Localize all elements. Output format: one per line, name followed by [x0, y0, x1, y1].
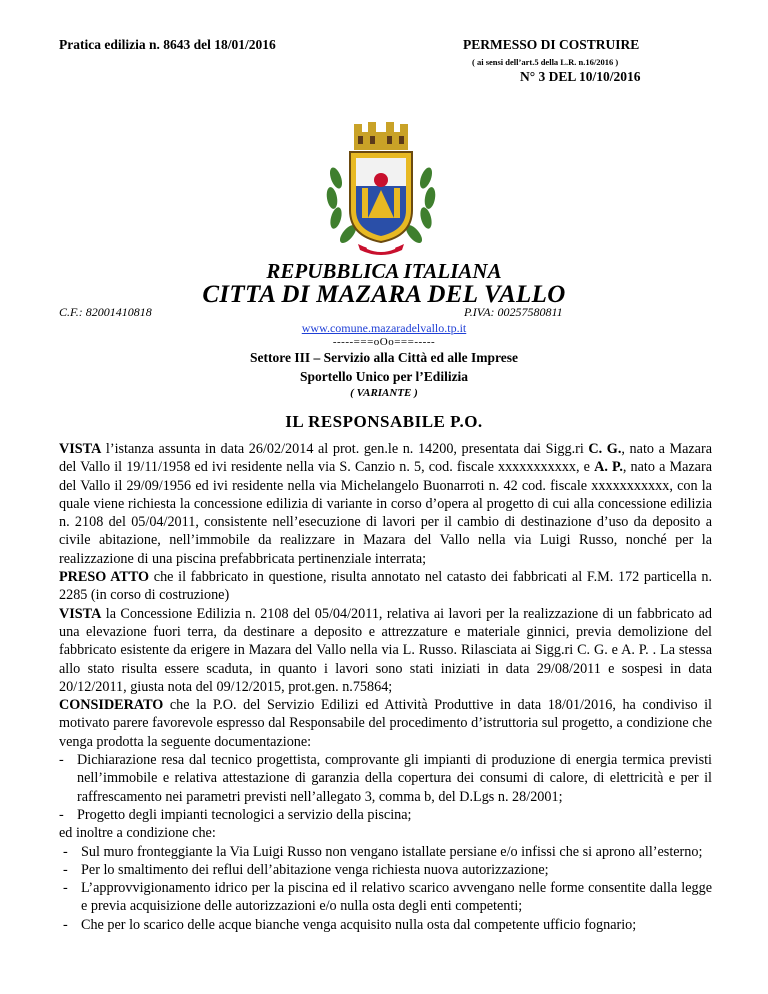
preso-atto-paragraph [59, 568, 712, 605]
text-segment: che il fabbricato in questione, risulta annotato nel catasto dei fabbricati al F.M. 172 particella n. 2285 (in corso di costruzione) [59, 569, 712, 604]
list-item-text: Sul muro fronteggiante la Via Luigi Russo non vengano istallate persiane e/o infissi che si aprono all’esterno; [81, 843, 703, 860]
sportello-heading: Sportello Unico per l’Edilizia [299, 369, 469, 384]
keyword-preso-atto: PRESO ATTO [59, 569, 150, 586]
inoltre-line: ed inoltre a condizione che: [59, 825, 216, 842]
list-item-text: L’approvvigionamento idrico per la piscina ed il relativo scarico avvengano nelle forme consentite dalla legge e previa acquisizione delle autorizzazioni e/o nulla osta degli enti competenti; [81, 880, 712, 915]
dash-bullet: - [59, 752, 64, 769]
partita-iva: P.IVA: 00257580811 [464, 305, 563, 319]
document-title: IL RESPONSABILE P.O. [285, 412, 483, 431]
coat-of-arms-icon [318, 118, 444, 258]
document-body [59, 440, 712, 934]
list-item [59, 751, 712, 806]
list-item [63, 916, 712, 934]
list-item [63, 843, 712, 861]
text-segment: che la P.O. del Servizio Edilizi ed Attività Produttive in data 18/01/2016, ha condiviso il motivato parere favorevole espresso dal Responsabile del procedimento d’istruttoria sul progetto, a condizione che venga prodotta la seguente documentazione: [59, 697, 712, 750]
website-link[interactable]: www.comune.mazaradelvallo.tp.it [301, 321, 467, 335]
city-heading: CITTA DI MAZARA DEL VALLO [202, 281, 566, 308]
vista-paragraph-1 [59, 440, 712, 568]
dash-bullet: - [63, 916, 68, 933]
pratica-edilizia: Pratica edilizia n. 8643 del 18/01/2016 [59, 37, 276, 52]
variante-label: ( VARIANTE ) [350, 387, 418, 399]
applicant-name-2: A. P. [594, 459, 623, 476]
keyword-considerato: CONSIDERATO [59, 697, 164, 714]
text-segment: l’istanza assunta in data 26/02/2014 al prot. gen.le n. 14200, presentata dai Sigg.ri [101, 441, 589, 457]
keyword-vista: VISTA [59, 605, 102, 622]
codice-fiscale: C.F.: 82001410818 [59, 305, 152, 319]
list-item-text: Che per lo scarico delle acque bianche venga acquisito nulla osta dal competente ufficio fognario; [81, 916, 637, 933]
keyword-vista: VISTA [59, 441, 102, 457]
list-item [59, 806, 712, 824]
list-item-text: Dichiarazione resa dal tecnico progettista, comprovante gli impianti di produzione di energia termica previsti nell’immobile e relativa attestazione di garanzia della copertura dei consumi di calore, di elettricità e per il raffrescamento nei parametri previsti nell’allegato 3, comma b, del D.Lgs n. 28/2001; [77, 752, 712, 805]
considerato-paragraph [59, 696, 712, 751]
list-item-text: Progetto degli impianti tecnologici a servizio della piscina; [77, 806, 412, 823]
list-item-text: Per lo smaltimento dei reflui dell’abitazione venga richiesta nuova autorizzazione; [81, 861, 549, 878]
dash-bullet: - [63, 861, 68, 878]
text-segment: , nato a Mazara del Vallo il 19/11/1958 ed ivi residente nella via S. Canzio n. 5, cod. fiscale xxxxxxxxxxx, e [59, 441, 712, 476]
dash-bullet: - [63, 880, 68, 897]
list-item [63, 861, 712, 879]
decorative-separator: -----===oOo===----- [332, 336, 436, 348]
text-segment: la Concessione Edilizia n. 2108 del 05/04/2011, relativa ai lavori per la realizzazione di un fabbricato ad una elevazione fuori terra, da destinare a deposito e attrezzature e materiale ginnici, previa demolizione del fabbricato esistente da erigere in Mazara del Vallo nella via L. Russo. Rilasciata ai Sigg.ri C. G. e A. P. . La stessa allo stato risulta essere scaduta, in quanto i lavori sono stati iniziati in data 29/08/2011 e sospesi in data 20/12/2011, giusta nota del 09/12/2015, prot.gen. n.75864; [59, 605, 712, 695]
repubblica-heading: REPUBBLICA ITALIANA [266, 259, 502, 283]
text-segment: , nato a Mazara del Vallo il 29/09/1956 ed ivi residente nella via Michelangelo Buonarroti n. 42 cod. fiscale xxxxxxxxxxx, con la quale viene richiesta la concessione edilizia di variante in corso d’opera al progetto di cui alla concessione edilizia n. 2108 del 05/04/2011, consistente nell’esecuzione di lavori per il cambio di destinazione d’uso da deposito a civile abitazione, nell’immobile da realizzare in Mazara del Vallo nella via Luigi Russo, nonché per la realizzazione di una piscina prefabbricata pertinenziale interrata; [59, 459, 712, 567]
vista-paragraph-2 [59, 605, 712, 696]
settore-heading: Settore III – Servizio alla Città ed alle Imprese [250, 350, 518, 365]
permesso-title: PERMESSO DI COSTRUIRE [463, 37, 640, 52]
applicant-name-1: C. G. [588, 441, 622, 457]
list-item [63, 879, 712, 916]
dash-bullet: - [59, 806, 64, 823]
permit-number: N° 3 DEL 10/10/2016 [520, 69, 641, 84]
legal-reference: ( ai sensi dell’art.5 della L.R. n.16/2016 ) [472, 57, 619, 67]
dash-bullet: - [63, 843, 68, 860]
